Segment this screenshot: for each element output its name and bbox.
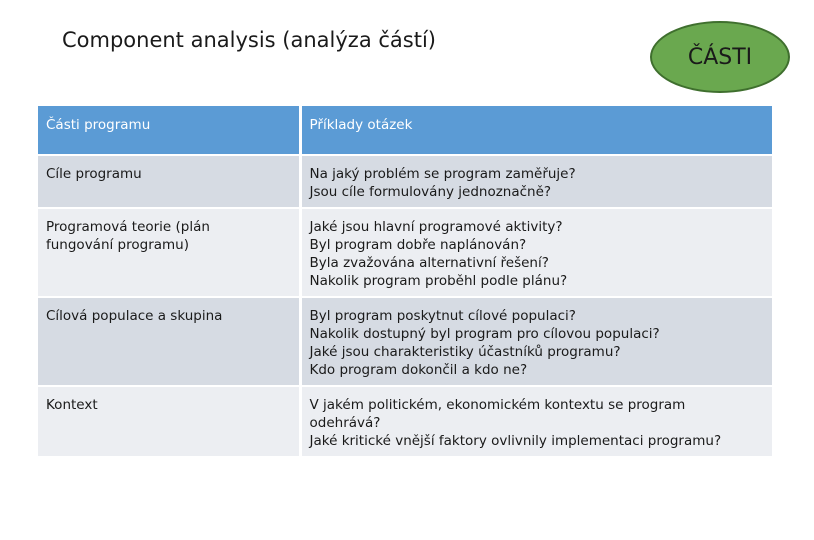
questions-cell [300,386,772,457]
question-line: Jaké kritické vnější faktory ovlivnily implementaci programu? [309,433,722,449]
question-line: Jsou cíle formulovány jednoznačně? [309,184,552,200]
header-components: Části programu [38,106,300,155]
question-line: Byl program poskytnut cílové populaci? [309,308,576,324]
table-row [38,155,772,208]
component-cell [38,297,300,386]
question-line: V jakém politickém, ekonomickém kontextu se program [309,397,686,413]
component-line: Programová teorie (plán [46,219,210,235]
question-line: Jaké jsou charakteristiky účastníků programu? [309,344,621,360]
slide-title: Component analysis (analýza částí) [62,28,436,52]
questions-cell [300,155,772,208]
question-line: odehrává? [309,415,381,431]
question-line: Byla zvažována alternativní řešení? [309,255,549,271]
table-header-row [38,106,772,155]
header-example-questions: Příklady otázek [300,106,772,155]
component-line: Kontext [46,397,98,413]
question-line: Jaké jsou hlavní programové aktivity? [309,219,563,235]
component-line: fungování programu) [46,237,190,253]
component-line: Cíle programu [46,166,142,182]
question-line: Na jaký problém se program zaměřuje? [309,166,576,182]
question-line: Nakolik dostupný byl program pro cílovou populaci? [309,326,660,342]
questions-cell [300,208,772,297]
table-row [38,386,772,457]
question-line: Nakolik program proběhl podle plánu? [309,273,568,289]
component-cell [38,208,300,297]
parts-badge-label: ČÁSTI [687,44,753,70]
component-line: Cílová populace a skupina [46,308,223,324]
table-row [38,297,772,386]
table-row [38,208,772,297]
questions-cell [300,297,772,386]
parts-badge [650,21,790,93]
question-line: Kdo program dokončil a kdo ne? [309,362,528,378]
component-cell [38,155,300,208]
component-cell [38,386,300,457]
component-table [38,106,772,458]
question-line: Byl program dobře naplánován? [309,237,527,253]
